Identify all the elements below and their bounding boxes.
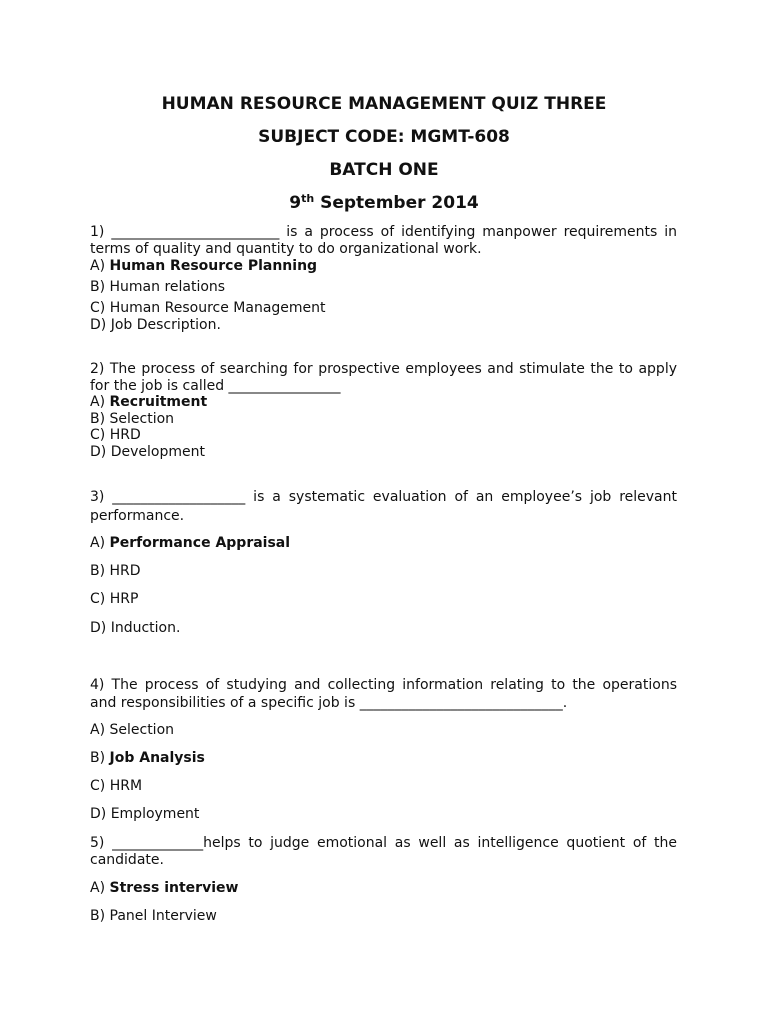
subject-code: SUBJECT CODE: MGMT-608 xyxy=(258,127,510,147)
q3-option-d: D) Induction. xyxy=(90,620,181,636)
q3-option-a xyxy=(90,535,290,552)
q3-answer: Performance Appraisal xyxy=(109,535,291,551)
q2-option-d: D) Development xyxy=(90,444,205,460)
q5-answer: Stress interview xyxy=(109,880,239,896)
question-3: 3) ___________________ is a systematic evaluation of an employee’s job relevant performance. xyxy=(90,489,677,524)
q1-option-b: B) Human relations xyxy=(90,279,226,295)
q4-option-b xyxy=(90,750,205,767)
q1-option-c: C) Human Resource Management xyxy=(90,300,326,316)
q1-option-a xyxy=(90,258,317,275)
q2-option-c: C) HRD xyxy=(90,427,141,443)
q3-option-c: C) HRP xyxy=(90,591,139,607)
q3-option-b: B) HRD xyxy=(90,563,141,579)
option-prefix: A) xyxy=(90,880,110,896)
option-prefix: A) xyxy=(90,535,110,551)
option-prefix: A) xyxy=(90,258,110,274)
question-2: 2) The process of searching for prospective employees and stimulate the to apply for the job is called ________________ xyxy=(90,361,677,394)
q1-option-d: D) Job Description. xyxy=(90,317,221,333)
q4-option-c: C) HRM xyxy=(90,778,143,794)
q4-option-d: D) Employment xyxy=(90,806,200,822)
q4-answer: Job Analysis xyxy=(109,750,205,766)
batch-label: BATCH ONE xyxy=(329,160,439,180)
q2-option-b: B) Selection xyxy=(90,411,175,427)
q2-answer: Recruitment xyxy=(109,394,208,410)
option-prefix: A) xyxy=(90,394,110,410)
quiz-date xyxy=(0,192,768,214)
date-rest: September 2014 xyxy=(314,193,479,213)
q5-option-b: B) Panel Interview xyxy=(90,908,217,924)
option-prefix: B) xyxy=(90,750,110,766)
question-1: 1) ________________________ is a process of identifying manpower requirements in terms of quality and quantity to do organizational work. xyxy=(90,224,677,257)
quiz-title: HUMAN RESOURCE MANAGEMENT QUIZ THREE xyxy=(161,94,607,114)
q1-answer: Human Resource Planning xyxy=(109,258,318,274)
q5-option-a xyxy=(90,880,238,897)
date-suffix: th xyxy=(301,192,315,205)
question-5: 5) _____________helps to judge emotional as well as intelligence quotient of the candidate. xyxy=(90,835,677,868)
q2-option-a xyxy=(90,394,207,411)
q4-option-a: A) Selection xyxy=(90,722,175,738)
question-4: 4) The process of studying and collecting information relating to the operations and responsibilities of a specific job is _____________________________. xyxy=(90,677,677,711)
date-day: 9 xyxy=(289,193,302,213)
